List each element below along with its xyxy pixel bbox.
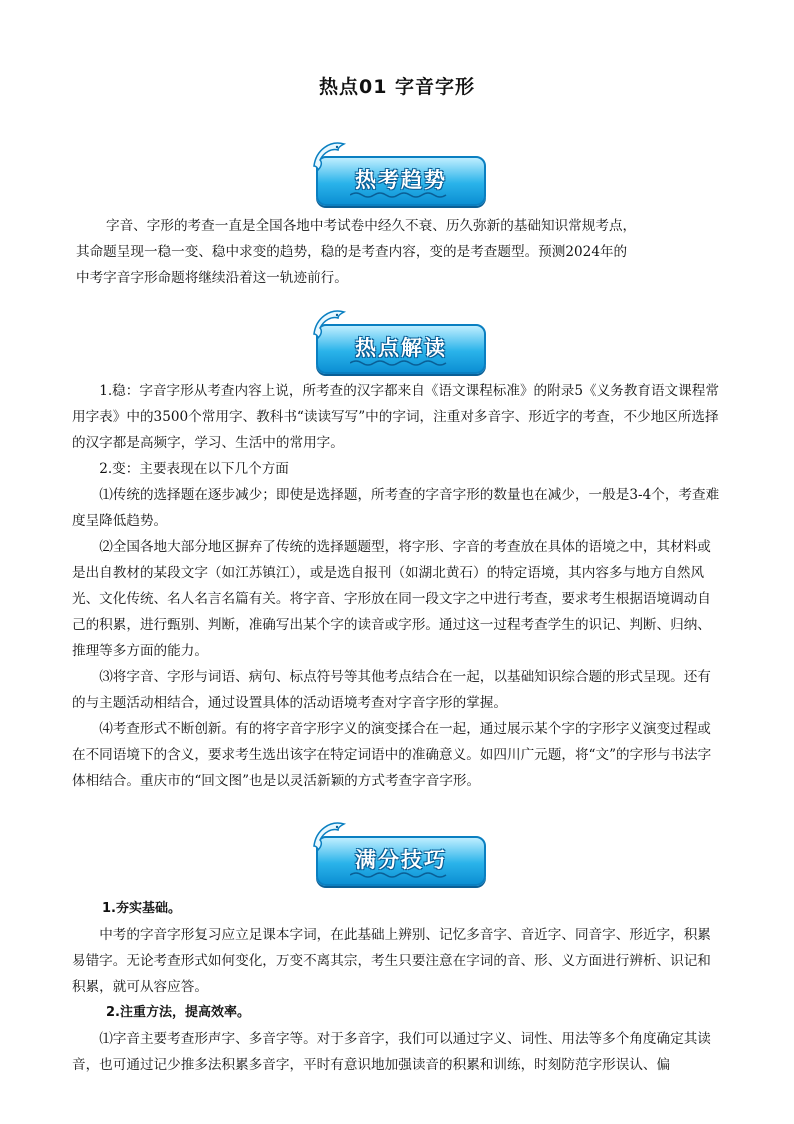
trend-paragraph [72, 213, 722, 291]
skills-paragraph-1: 中考的字音字形复习应立足课本字词，在此基础上辨别、记忆多音字、音近字、同音字、形近字，积累易错字。无论考查形式如何变化，万变不离其宗，考生只要注意在字词的音、形、义方面进行辨析、识记和积累，就可从容应答。 [72, 927, 711, 995]
skills-paragraph-2: ⑴字音主要考查形声字、多音字等。对于多音字，我们可以通过字义、词性、用法等多个角度确定其读音，也可通过记少推多法积累多音字，平时有意识地加强读音的积累和训练，时刻防范字形误认、偏 [72, 1031, 711, 1073]
banner-label: 热考趋势 [355, 168, 447, 192]
analysis-paragraph-2: 2.变：主要表现在以下几个方面 [99, 461, 289, 477]
wave-decoration [350, 359, 450, 367]
text-line: 字音、字形的考查一直是全国各地中考试卷中经久不衰、历久弥新的基础知识常规考点， [106, 218, 637, 234]
analysis-paragraph-5: ⑶将字音、字形与词语、病句、标点符号等其他考点结合在一起，以基础知识综合题的形式呈现。还有的与主题活动相结合，通过设置具体的活动语境考查对字音字形的掌握。 [72, 669, 711, 711]
analysis-paragraph-1: 1.稳：字音字形从考查内容上说，所考查的汉字都来自《语文课程标准》的附录5《义务教育语文课程常用字表》中的3500个常用字、教科书“读读写写”中的字词，注重对多音字、形近字的考查，不少地区所选择的汉字都是高频字，学习、生活中的常用字。 [72, 383, 719, 451]
analysis-paragraph-6: ⑷考查形式不断创新。有的将字音字形字义的演变揉合在一起，通过展示某个字的字形字义演变过程或在不同语境下的含义，要求考生选出该字在特定词语中的准确意义。如四川广元题，将“文”的字形与书法字体相结合。重庆市的“回文图”也是以灵活新颖的方式考查字音字形。 [72, 721, 712, 789]
page-title: 热点01 字音字形 [318, 76, 476, 98]
analysis-paragraph-3: ⑴传统的选择题在逐步减少；即使是选择题，所考查的字音字形的数量也在减少，一般是3-4个，考查难度呈降低趋势。 [72, 487, 720, 529]
banner-hot-analysis [312, 314, 484, 370]
dolphin-icon [310, 818, 350, 854]
skills-body [72, 896, 722, 1078]
analysis-paragraph-4: ⑵全国各地大部分地区摒弃了传统的选择题题型，将字形、字音的考查放在具体的语境之中，其材料或是出自教材的某段文字（如江苏镇江），或是选自报刊（如湖北黄石）的特定语境，其内容多与地方自然风光、文化传统、名人名言名篇有关。将字音、字形放在同一段文字之中进行考查，要求考生根据语境调动自己的积累，进行甄别、判断，准确写出某个字的读音或字形。通过这一过程考查学生的识记、判断、归纳、推理等多方面的能力。 [72, 539, 711, 659]
banner-full-score-skills [312, 826, 484, 882]
dolphin-icon [310, 306, 350, 342]
text-line: 中考字音字形命题将继续沿着这一轨迹前行。 [76, 270, 348, 286]
banner-hot-trend [312, 146, 484, 202]
wave-decoration [350, 191, 450, 199]
dolphin-icon [310, 138, 350, 174]
banner-label: 满分技巧 [355, 848, 447, 872]
skills-heading-1: 1.夯实基础。 [102, 901, 181, 916]
banner-label: 热点解读 [355, 336, 447, 360]
analysis-body [72, 378, 722, 794]
wave-decoration [350, 871, 450, 879]
skills-heading-2: 2.注重方法，提高效率。 [106, 1005, 250, 1020]
text-line: 其命题呈现一稳一变、稳中求变的趋势，稳的是考查内容，变的是考查题型。预测2024年的 [76, 244, 628, 260]
